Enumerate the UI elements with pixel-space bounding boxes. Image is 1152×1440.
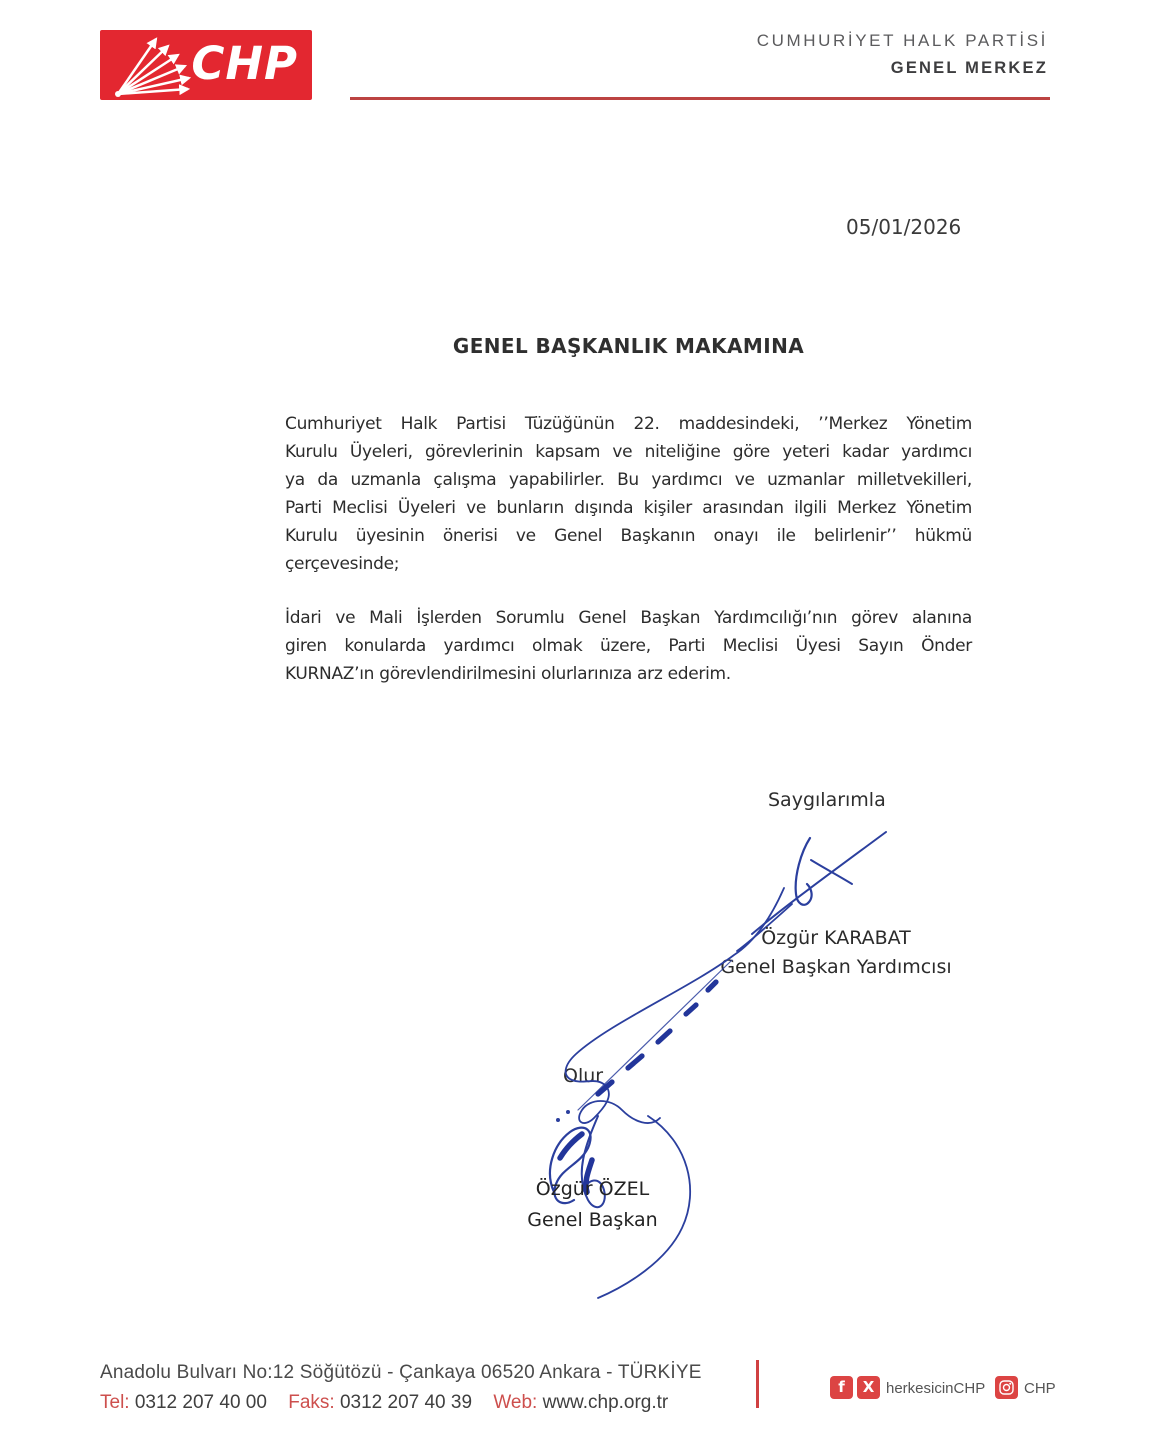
paragraph-1 (285, 410, 972, 578)
instagram-handle: CHP (1024, 1380, 1056, 1397)
letter-title: GENEL BAŞKANLIK MAKAMINA (452, 334, 805, 358)
paragraph-line: ya da uzmanla çalışma yapabilirler. Bu yardımcı ve uzmanlar milletvekilleri, (285, 470, 972, 490)
closing-salutation: Saygılarımla (768, 789, 886, 811)
footer-contact (100, 1392, 684, 1414)
web-value: www.chp.org.tr (542, 1392, 669, 1413)
paragraph-line: Cumhuriyet Halk Partisi Tüzüğünün 22. maddesindeki, ’’Merkez Yönetim (285, 414, 972, 434)
faks-value: 0312 207 40 39 (339, 1392, 473, 1413)
instagram-icon (995, 1376, 1018, 1399)
signer2-title: Genel Başkan (527, 1209, 658, 1231)
chp-logo (100, 30, 312, 100)
paragraph-line: Kurulu Üyeleri, görevlerinin kapsam ve niteliğine göre yeteri kadar yardımcı (285, 442, 972, 462)
paragraph-line: çerçevesinde; (285, 554, 400, 574)
paragraph-line: KURNAZ’ın görevlendirilmesini olurlarınıza arz ederim. (285, 664, 731, 684)
footer-divider (756, 1360, 759, 1408)
web-label: Web: (493, 1392, 538, 1413)
paragraph-line: Kurulu üyesinin önerisi ve Genel Başkanın onayı ile belirlenir’’ hükmü (285, 526, 972, 546)
header-rule (350, 97, 1050, 100)
signer2-name: Özgür ÖZEL (535, 1178, 650, 1200)
signer2-block (505, 1174, 680, 1236)
faks-label: Faks: (288, 1392, 335, 1413)
paragraph-2 (285, 604, 972, 688)
ozel-signature (450, 858, 790, 1318)
org-header (757, 31, 1048, 78)
social-handle: herkesicinCHP (886, 1380, 986, 1397)
facebook-icon (830, 1376, 853, 1399)
approval-label: Olur (563, 1065, 604, 1087)
six-arrows-icon (106, 32, 202, 100)
tel-label: Tel: (100, 1392, 130, 1413)
logo-text: CHP (191, 37, 298, 90)
x-glyph: X (862, 1378, 875, 1396)
paragraph-line: Parti Meclisi Üyeleri ve bunların dışında kişiler arasından ilgili Merkez Yönetim (285, 498, 972, 518)
paragraph-line: giren konularda yardımcı olmak üzere, Parti Meclisi Üyesi Sayın Önder (285, 636, 972, 656)
org-name: CUMHURİYET HALK PARTİSİ (756, 31, 1048, 50)
org-unit: GENEL MERKEZ (890, 59, 1048, 77)
facebook-glyph: f (838, 1378, 845, 1396)
instagram-glyph (999, 1380, 1014, 1395)
footer-address: Anadolu Bulvarı No:12 Söğütözü - Çankaya 06520 Ankara - TÜRKİYE (100, 1362, 702, 1383)
paragraph-line: İdari ve Mali İşlerden Sorumlu Genel Başkan Yardımcılığı’nın görev alanına (285, 608, 972, 628)
signer1-title: Genel Başkan Yardımcısı (720, 956, 952, 978)
signer1-name: Özgür KARABAT (761, 927, 911, 949)
tel-value: 0312 207 40 00 (134, 1392, 267, 1413)
x-twitter-icon (857, 1376, 880, 1399)
letter-date: 05/01/2026 (846, 215, 962, 239)
